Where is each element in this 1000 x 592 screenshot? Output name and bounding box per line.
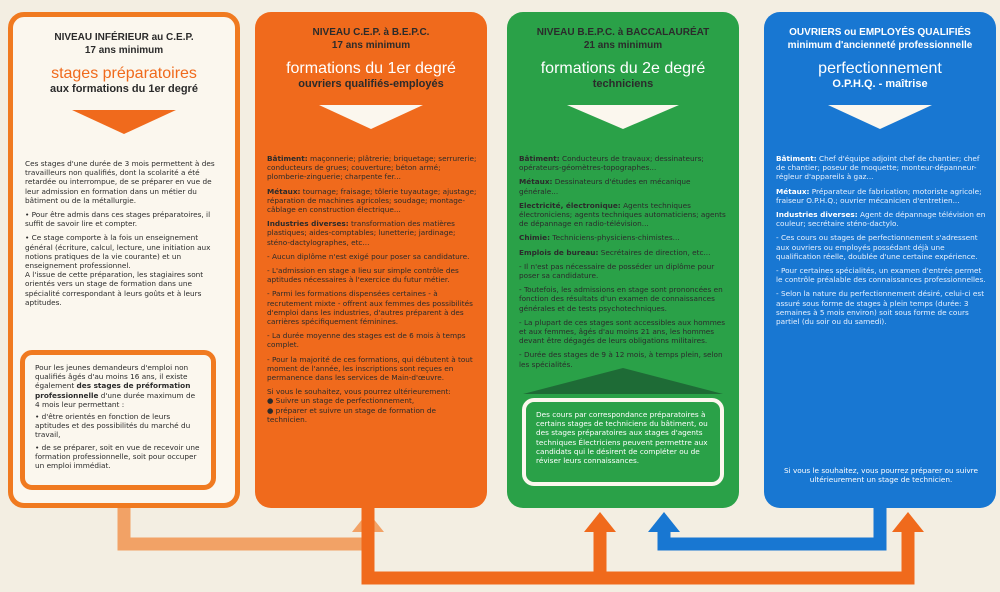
- column-title: formations du 2e degré: [540, 60, 706, 77]
- section-label: Bâtiment:: [519, 154, 560, 163]
- box-bullet: • de se préparer, soit en vue de recevoir une formation professionnelle, soit pour occuper un emploi immédiat.: [35, 442, 200, 471]
- flow-arrow-prep-to-first: [124, 508, 368, 544]
- section-text: Secrétaires de direction, etc...: [600, 247, 711, 257]
- paragraph: - Toutefois, les admissions en stage sont prononcées en fonction des résultats d'un examen de connaissances générales et de tests psychotechniques.: [519, 285, 723, 313]
- paragraph: A l'issue de cette préparation, les stagiaires sont orientés vers un stage de formation dans une spécialité correspondant à leurs goûts et à leurs aptitudes.: [25, 270, 204, 307]
- section-label: Chimie:: [519, 233, 551, 243]
- section-label: Electricité, électronique:: [519, 200, 621, 210]
- paragraph: - Aucun diplôme n'est exigé pour poser sa candidature.: [267, 251, 470, 261]
- paragraph: - Durée des stages de 9 à 12 mois, à temps plein, selon les spécialités.: [519, 350, 723, 369]
- section-label: Bâtiment:: [776, 154, 817, 163]
- column-perfectionnement: [764, 12, 996, 508]
- box-emphasis: des stages de préformation professionnelle: [35, 381, 191, 400]
- level-heading: NIVEAU C.E.P. à B.E.P.C. 17 ans minimum: [312, 27, 430, 51]
- level-heading: OUVRIERS ou EMPLOYÉS QUALIFIÉS minimum d'ancienneté professionnelle: [787, 27, 973, 51]
- paragraph: Ces stages d'une durée de 3 mois permettent à des travailleurs non qualifiés, dont la scolarité a été retardée ou interrompue, de se préparer en vue de leur admission en formation dans un métier du bâtiment ou de la métallurgie.: [25, 159, 215, 205]
- section-text: Dessinateurs d'études en mécanique générale...: [519, 177, 691, 196]
- section-label: Bâtiment:: [267, 154, 308, 163]
- paragraph: • Ce stage comporte à la fois un enseignement général (écriture, calcul, lecture, une initiation aux notions pratiques de la vie courante) et un enseignement professionnel.: [25, 233, 211, 271]
- paragraph: • Pour être admis dans ces stages préparatoires, il suffit de savoir lire et compter.: [25, 210, 211, 229]
- down-arrow-icon: [72, 110, 176, 134]
- correspondence-box: [522, 398, 724, 486]
- flow-arrow-first-to-perf: [600, 530, 908, 578]
- column-title: perfectionnement: [818, 60, 942, 77]
- closing-text: Si vous le souhaitez, vous pourrez préparer ou suivre ultérieurement un stage de technicien.: [784, 466, 978, 485]
- arrow-head-icon: [892, 512, 924, 532]
- level-heading: NIVEAU B.E.P.C. à BACCALAURÉAT 21 ans minimum: [536, 27, 710, 51]
- section-text: Conducteurs de travaux; dessinateurs; opérateurs-géomètres-topographes...: [519, 154, 704, 173]
- section-label: Métaux:: [519, 177, 553, 187]
- down-arrow-icon: [828, 105, 932, 129]
- column-title: formations du 1er degré: [286, 60, 456, 77]
- box-text: Des cours par correspondance préparatoires à certains stages de techniciens du bâtiment, ou des stages préparatoires aux stages d'agents techniques Électriciens peuvent permettre aux candidats qui le désirent de compléter ou de réviser leurs connaissances.: [536, 410, 708, 466]
- closing-bullet: ● Suivre un stage de perfectionnement,: [267, 396, 415, 406]
- paragraph: - Parmi les formations dispensées certaines - à recrutement mixte - offrent aux femmes des possibilités d'emploi dans les industries, d'autres préparent à des carrières spécifiquement féminines.: [267, 289, 473, 327]
- section-text: Chef d'équipe adjoint chef de chantier; chef de chantier; poseur de moquette; monteur-dépanneur-régleur d'appareils à gaz...: [776, 154, 980, 182]
- flow-arrow-first-to-second: [368, 508, 600, 578]
- column-subtitle: aux formations du 1er degré: [50, 83, 198, 95]
- paragraph: - La plupart de ces stages sont accessibles aux hommes et aux femmes, âgés d'au moins 21 ans, les hommes devant être dégagés de leurs obligations militaires.: [519, 317, 726, 346]
- section-label: Industries diverses:: [267, 219, 349, 229]
- paragraph: - L'admission en stage a lieu sur simple contrôle des aptitudes nécessaires à l'exercice du futur métier.: [267, 266, 459, 285]
- arrow-head-icon: [352, 512, 384, 532]
- arrow-head-icon: [648, 512, 680, 532]
- preformation-box: [20, 350, 216, 490]
- section-text: Agent de dépannage télévision en couleur; secrétaire sténo-dactylo.: [776, 210, 986, 229]
- paragraph: - Pour certaines spécialités, un examen d'entrée permet le contrôle préalable des connaissances professionnelles.: [776, 266, 986, 285]
- flow-arrow-perf-to-second: [664, 508, 880, 544]
- down-arrow-icon: [567, 105, 679, 129]
- section-text: Agents techniques électroniciens; agents techniques automaticiens; agents de dépannage en radio-télévision...: [519, 200, 726, 229]
- section-label: Industries diverses:: [776, 210, 858, 220]
- column-subtitle: techniciens: [592, 78, 654, 90]
- closing-text: Si vous le souhaitez, vous pourrez ultérieurement:: [267, 387, 451, 397]
- column-title: stages préparatoires: [51, 65, 197, 82]
- paragraph: - Ces cours ou stages de perfectionnement s'adressent aux ouvriers ou employés possédant déjà une qualification réelle, doublée d'une certaine expérience.: [776, 233, 978, 261]
- paragraph: - La durée moyenne des stages est de 6 mois à temps complet.: [267, 331, 466, 350]
- section-label: Métaux:: [267, 186, 301, 196]
- column-first-degree: [255, 12, 487, 508]
- section-text: Techniciens-physiciens-chimistes...: [552, 233, 680, 243]
- section-text: tournage; fraisage; tôlerie tuyautage; ajustage; réparation de machines agricoles; soudage; montage-câblage en construction électrique...: [267, 186, 477, 215]
- box-text: d'une durée maximum de 4 mois leur permettant :: [35, 390, 196, 409]
- paragraph: - Selon la nature du perfectionnement désiré, celui-ci est assuré sous forme de stages à plein temps (durée: 3 semaines à 5 mois environ) soit sous forme de cours partiel (du soir ou du samedi).: [776, 289, 985, 327]
- up-arrow-icon: [523, 368, 723, 394]
- down-arrow-icon: [319, 105, 423, 129]
- section-text: transformation des matières plastiques; aides-comptables; lunetterie; jardinage; sténo-dactylographes, etc...: [267, 219, 456, 247]
- column-subtitle: ouvriers qualifiés-employés: [298, 78, 444, 90]
- column-subtitle: O.P.H.Q. - maîtrise: [832, 78, 928, 90]
- arrow-head-icon: [584, 512, 616, 532]
- paragraph: - Pour la majorité de ces formations, qui débutent à tout moment de l'année, les inscriptions sont reçues en permanence dans les services de Main-d'œuvre.: [267, 354, 473, 383]
- box-bullet: • d'être orientés en fonction de leurs aptitudes et des possibilités du marché du travail,: [35, 412, 191, 440]
- section-text: Préparateur de fabrication; motoriste agricole; fraiseur O.P.H.Q.; ouvrier mécanicien d'entretien...: [776, 186, 982, 205]
- column-body: [25, 159, 225, 312]
- section-label: Emplois de bureau:: [519, 247, 599, 257]
- column-body: [776, 154, 986, 331]
- section-label: Métaux:: [776, 186, 810, 196]
- paragraph: - Il n'est pas nécessaire de posséder un diplôme pour poser sa candidature.: [519, 261, 715, 281]
- box-text: Pour les jeunes demandeurs d'emploi non qualifiés âgés d'au moins 16 ans, il existe également: [35, 363, 189, 391]
- section-text: maçonnerie; plâtrerie; briquetage; serrurerie; conducteurs de grues; couverture; béton armé; plomberie-zinguerie; charpente fer...: [267, 154, 477, 182]
- closing-bullet: ● préparer et suivre un stage de formation de technicien.: [267, 405, 436, 424]
- level-heading: NIVEAU INFÉRIEUR au C.E.P. 17 ans minimum: [54, 32, 194, 56]
- column-body: [267, 154, 477, 424]
- column-body: [519, 154, 729, 374]
